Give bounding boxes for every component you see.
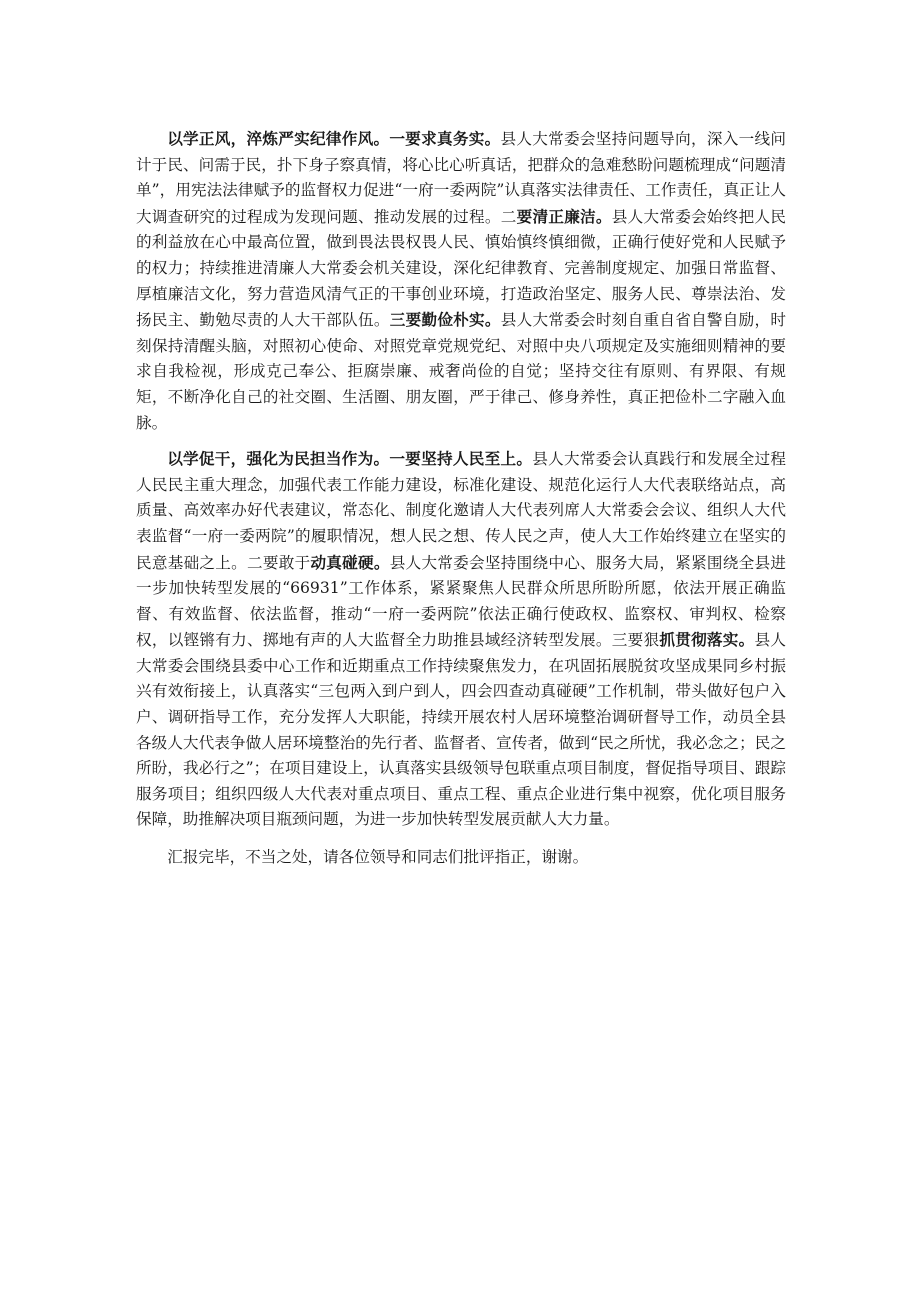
section-heading: 以学正风，淬炼严实纪律作风。 — [167, 129, 390, 148]
point-heading: 三要勤俭朴实。 — [389, 310, 501, 330]
body-text: 县人大常委会围绕县委中心工作和近期重点工作持续聚焦发力，在巩固拓展脱贫攻坚成果同乡村振兴有效衔接上，认真落实“三包两入到户到人，四会四查动真碰硬”工作机制，带头做好包户入户、调研指导工作，充分发挥人大职能，持续开展农村人居环境整治调研督导工作，动员全县各级人大代表争做人居环境整治的先行者、监督者、宣传者，做到“民之所忧，我必念之；民之所盼，我必行之”；在项目建设上，认真落实县级领导包联重点项目制度，督促指导项目、跟踪服务项目；组织四级人大代表对重点项目、重点工程、重点企业进行集中视察，优化项目服务保障，助推解决项目瓶颈问题，为进一步加快转型发展贡献人大力量。 — [136, 631, 786, 829]
body-text: 县人大常委会认真践行和发展全过程人民民主重大理念，加强代表工作能力建设，标准化建设、规范化运行人大代表联络站点，高质量、高效率办好代表建议，常态化、制度化邀请人大代表列席人大常委会会议、组织人大代表监督“一府一委两院”的履职情况，想人民之想、传人民之声，使人大工作始终建立在坚实的民意基础之上。二要敢于 — [136, 450, 786, 572]
closing-paragraph: 汇报完毕，不当之处，请各位领导和同志们批评指正，谢谢。 — [167, 848, 589, 867]
paragraph-1 — [136, 126, 786, 436]
point-heading: 一要坚持人民至上。 — [389, 449, 533, 469]
body-text: 县人大常委会时刻自重自省自警自励，时刻保持清醒头脑，对照初心使命、对照党章党规党纪、对照中央八项规定及实施细则精神的要求自我检视，形成克己奉公、拒腐崇廉、戒奢尚俭的自觉；坚持交往有原则、有界限、有规矩，不断净化自己的社交圈、生活圈、朋友圈，严于律己、修身养性，真正把俭朴二字融入血脉。 — [136, 311, 786, 432]
section-heading: 以学促干，强化为民担当作为。 — [167, 449, 390, 469]
paragraph-2 — [136, 446, 786, 833]
point-heading: 要清正廉洁。 — [516, 206, 612, 226]
document-body — [136, 126, 786, 881]
body-text: 县人大常委会坚持问题导向，深入一线问计于民、问需于民，扑下身子察真情，将心比心听真话，把群众的急难愁盼问题梳理成“问题清单”，用宪法法律赋予的监督权力促进“一府一委两院”认真落实法律责任、工作责任，真正让人大调查研究的过程成为发现问题、推动发展的过程。二 — [136, 130, 786, 226]
body-text: 县人大常委会始终把人民的利益放在心中最高位置，做到畏法畏权畏人民、慎始慎终慎细微，正确行使好党和人民赋予的权力；持续推进清廉人大常委会机关建设，深化纪律教育、完善制度规定、加强日常监督、厚植廉洁文化，努力营造风清气正的干事创业环境，打造政治坚定、服务人民、尊崇法治、发扬民主、勤勉尽责的人大干部队伍。 — [136, 207, 786, 330]
point-heading: 一要求真务实。 — [389, 129, 501, 148]
point-heading: 动真碰硬。 — [310, 552, 390, 572]
body-text: 县人大常委会坚持围绕中心、服务大局，紧紧围绕全县进一步加快转型发展的“66931”工作体系，紧紧聚焦人民群众所思所盼所愿，依法开展正确监督、有效监督、依法监督，推动“一府一委两院”依法正确行使政权、监察权、审判权、检察权，以铿锵有力、掷地有声的人大监督全力助推县域经济转型发展。三要狠 — [136, 553, 786, 650]
point-heading: 抓贯彻落实。 — [659, 630, 755, 650]
